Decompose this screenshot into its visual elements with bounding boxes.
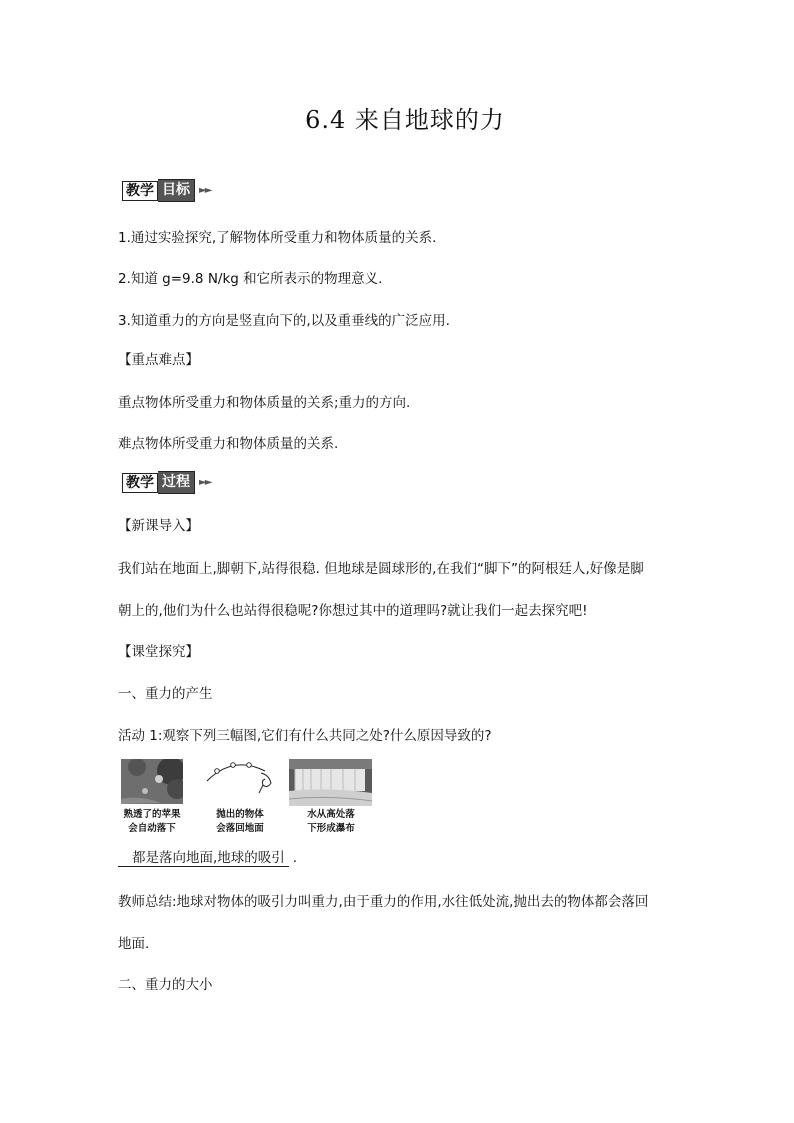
answer-period: . xyxy=(292,850,298,866)
caption-waterfall xyxy=(291,808,371,836)
section-1-heading: 一、重力的产生 xyxy=(118,686,213,702)
caption-thrown-line-1: 抛出的物体 xyxy=(216,809,264,820)
difficult-point-text: 难点物体所受重力和物体质量的关系. xyxy=(118,436,339,452)
goal-item-1: 1.通过实验探究,了解物体所受重力和物体质量的关系. xyxy=(118,230,437,246)
intro-line-1: 我们站在地面上,脚朝下,站得很稳. 但地球是圆球形的,在我们“脚下”的阿根廷人,好像是脚 xyxy=(118,561,644,577)
answer-line xyxy=(118,846,297,866)
apple-tree-image xyxy=(121,759,183,804)
caption-thrown xyxy=(200,808,280,836)
teaching-process-badge xyxy=(122,471,210,494)
caption-apple-line-2: 会自动落下 xyxy=(128,823,176,834)
double-arrow-icon: ►► xyxy=(199,185,211,196)
goal-item-3: 3.知道重力的方向是竖直向下的,以及重垂线的广泛应用. xyxy=(118,313,450,329)
intro-heading: 【新课导入】 xyxy=(118,518,199,534)
activity-1-text: 活动 1:观察下列三幅图,它们有什么共同之处?什么原因导致的? xyxy=(118,728,492,744)
key-point-text: 重点物体所受重力和物体质量的关系;重力的方向. xyxy=(118,395,411,411)
caption-apple xyxy=(112,808,192,836)
badge-right-text: 过程 xyxy=(158,471,195,494)
double-arrow-icon: ►► xyxy=(199,477,211,488)
key-points-heading: 【重点难点】 xyxy=(118,352,199,368)
badge-right-text: 目标 xyxy=(158,179,195,202)
badge-left-text: 教学 xyxy=(122,473,158,493)
waterfall-image xyxy=(289,759,372,806)
thrown-object-image xyxy=(203,759,275,804)
teaching-goals-badge xyxy=(122,179,210,202)
caption-waterfall-line-2: 下形成瀑布 xyxy=(307,823,355,834)
explore-heading: 【课堂探究】 xyxy=(118,644,199,660)
section-2-heading: 二、重力的大小 xyxy=(118,977,213,993)
caption-thrown-line-2: 会落回地面 xyxy=(216,823,264,834)
badge-left-text: 教学 xyxy=(122,181,158,201)
caption-apple-line-1: 熟透了的苹果 xyxy=(123,809,181,820)
intro-line-2: 朝上的,他们为什么也站得很稳呢?你想过其中的道理吗?就让我们一起去探究吧! xyxy=(118,603,588,619)
summary-line-2: 地面. xyxy=(118,936,150,952)
goal-item-2: 2.知道 g=9.8 N/kg 和它所表示的物理意义. xyxy=(118,271,383,287)
caption-waterfall-line-1: 水从高处落 xyxy=(307,809,355,820)
answer-blank: 都是落向地面,地球的吸引 xyxy=(118,850,289,867)
page-title: 6.4 来自地球的力 xyxy=(305,106,505,134)
summary-line-1: 教师总结:地球对物体的吸引力叫重力,由于重力的作用,水往低处流,抛出去的物体都会落回 xyxy=(118,894,649,910)
